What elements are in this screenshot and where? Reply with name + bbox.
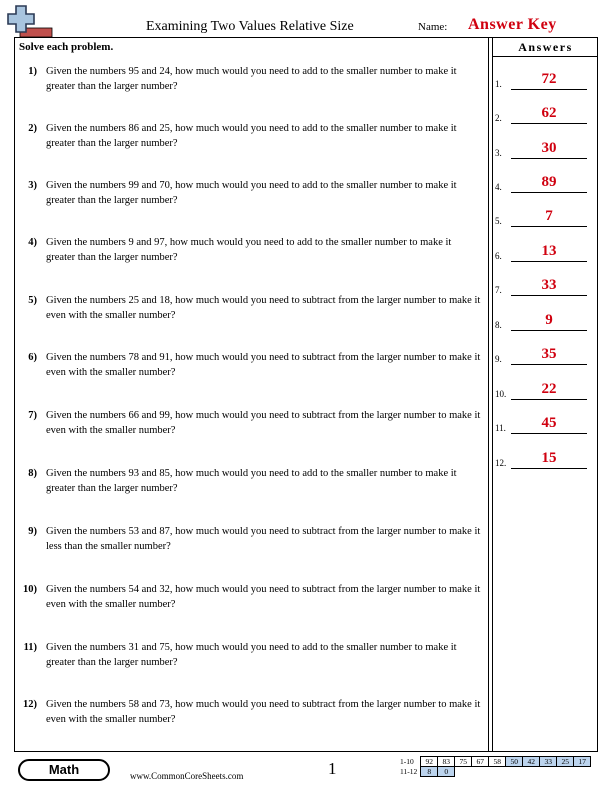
answer-number: 7. bbox=[495, 285, 502, 295]
question-number: 4) bbox=[28, 237, 37, 248]
question-number: 1) bbox=[28, 66, 37, 77]
answer-line bbox=[511, 192, 587, 193]
question-number: 12) bbox=[23, 699, 37, 710]
answer-key-label: Answer Key bbox=[468, 16, 557, 33]
answer-value: 15 bbox=[541, 450, 557, 466]
answer-value: 9 bbox=[545, 312, 553, 328]
answer-line bbox=[511, 295, 587, 296]
question-number: 7) bbox=[28, 410, 37, 421]
page-number: 1 bbox=[328, 759, 337, 778]
question-text: Given the numbers 31 and 75, how much would you need to add to the smaller number to make it greater than the larger number? bbox=[46, 642, 457, 668]
answer-item bbox=[495, 278, 595, 298]
question-text: Given the numbers 53 and 87, how much would you need to subtract from the larger number to make it less than the smaller number? bbox=[46, 526, 481, 552]
answer-number: 3. bbox=[495, 148, 502, 158]
question-number: 5) bbox=[28, 295, 37, 306]
question-text: Given the numbers 95 and 24, how much would you need to add to the smaller number to make it greater than the larger number? bbox=[46, 66, 457, 92]
answer-number: 6. bbox=[495, 251, 502, 261]
question-number: 6) bbox=[28, 352, 37, 363]
score-cell: 67 bbox=[472, 757, 489, 767]
score-cell: 50 bbox=[506, 757, 523, 767]
score-row-label: 11-12 bbox=[400, 767, 418, 776]
answer-value: 7 bbox=[545, 208, 553, 224]
answer-item bbox=[495, 209, 595, 229]
question-text: Given the numbers 54 and 32, how much would you need to subtract from the larger number to make it even with the smaller number? bbox=[46, 584, 481, 610]
score-row bbox=[398, 767, 591, 777]
question-text: Given the numbers 58 and 73, how much would you need to subtract from the larger number to make it even with the smaller number? bbox=[46, 699, 481, 725]
question-text: Given the numbers 78 and 91, how much would you need to subtract from the larger number to make it even with the smaller number? bbox=[46, 352, 481, 378]
answer-line bbox=[511, 226, 587, 227]
answer-number: 11. bbox=[495, 423, 506, 433]
answer-line bbox=[511, 433, 587, 434]
answer-value: 30 bbox=[541, 140, 557, 156]
answer-item bbox=[495, 313, 595, 333]
answer-number: 9. bbox=[495, 354, 502, 364]
answer-number: 4. bbox=[495, 182, 502, 192]
answer-number: 2. bbox=[495, 113, 502, 123]
answer-line bbox=[511, 399, 587, 400]
score-cell: 8 bbox=[421, 767, 438, 777]
name-label: Name: bbox=[418, 21, 448, 33]
question-number: 9) bbox=[28, 526, 37, 537]
answer-line bbox=[511, 123, 587, 124]
answer-line bbox=[511, 158, 587, 159]
answer-item bbox=[495, 141, 595, 161]
answer-line bbox=[511, 468, 587, 469]
question-number: 3) bbox=[28, 180, 37, 191]
score-cell: 17 bbox=[574, 757, 591, 767]
score-cell: 92 bbox=[421, 757, 438, 767]
question-number: 2) bbox=[28, 123, 37, 134]
question-text: Given the numbers 66 and 99, how much would you need to subtract from the larger number to make it even with the smaller number? bbox=[46, 410, 481, 436]
score-cell: 58 bbox=[489, 757, 506, 767]
question-number: 8) bbox=[28, 468, 37, 479]
answer-value: 13 bbox=[541, 243, 557, 259]
score-cell: 0 bbox=[438, 767, 455, 777]
question-text: Given the numbers 9 and 97, how much would you need to add to the smaller number to make it greater than the larger number? bbox=[46, 237, 452, 263]
answer-item bbox=[495, 416, 595, 436]
answer-value: 89 bbox=[541, 174, 557, 190]
answers-heading: Answers bbox=[518, 40, 573, 54]
score-cell: 42 bbox=[523, 757, 540, 767]
worksheet-title: Examining Two Values Relative Size bbox=[146, 19, 354, 34]
answer-item bbox=[495, 382, 595, 402]
answer-item bbox=[495, 451, 595, 471]
question-number: 11) bbox=[23, 642, 37, 653]
question-text: Given the numbers 93 and 85, how much would you need to add to the smaller number to make it greater than the larger number? bbox=[46, 468, 457, 494]
score-cell: 25 bbox=[557, 757, 574, 767]
answer-value: 35 bbox=[541, 346, 557, 362]
score-cell: 83 bbox=[438, 757, 455, 767]
answer-line bbox=[511, 364, 587, 365]
answer-line bbox=[511, 261, 587, 262]
answer-number: 10. bbox=[495, 389, 507, 399]
answer-value: 45 bbox=[541, 415, 557, 431]
website-url: www.CommonCoreSheets.com bbox=[130, 771, 244, 781]
answer-item bbox=[495, 347, 595, 367]
answer-number: 5. bbox=[495, 216, 502, 226]
answer-number: 8. bbox=[495, 320, 502, 330]
plus-logo-icon bbox=[6, 4, 56, 38]
score-table bbox=[398, 756, 591, 777]
answer-line bbox=[511, 89, 587, 90]
question-number: 10) bbox=[23, 584, 37, 595]
score-cell: 33 bbox=[540, 757, 557, 767]
subject-badge: Math bbox=[18, 759, 110, 781]
answers-divider bbox=[488, 38, 493, 752]
question-text: Given the numbers 25 and 18, how much would you need to subtract from the larger number to make it even with the smaller number? bbox=[46, 295, 481, 321]
answer-value: 72 bbox=[541, 71, 557, 87]
answer-value: 22 bbox=[541, 381, 557, 397]
score-row-label: 1-10 bbox=[400, 757, 414, 766]
answer-value: 33 bbox=[541, 277, 557, 293]
question-text: Given the numbers 86 and 25, how much would you need to add to the smaller number to make it greater than the larger number? bbox=[46, 123, 457, 149]
answer-number: 12. bbox=[495, 458, 507, 468]
answers-heading-rule bbox=[493, 56, 598, 57]
answer-item bbox=[495, 244, 595, 264]
answer-number: 1. bbox=[495, 79, 502, 89]
answer-item bbox=[495, 175, 595, 195]
question-text: Given the numbers 99 and 70, how much would you need to add to the smaller number to make it greater than the larger number? bbox=[46, 180, 457, 206]
answer-line bbox=[511, 330, 587, 331]
answer-item bbox=[495, 106, 595, 126]
answer-item bbox=[495, 72, 595, 92]
answer-value: 62 bbox=[541, 105, 557, 121]
instructions: Solve each problem. bbox=[19, 41, 114, 53]
score-cell: 75 bbox=[455, 757, 472, 767]
score-row bbox=[398, 757, 591, 767]
